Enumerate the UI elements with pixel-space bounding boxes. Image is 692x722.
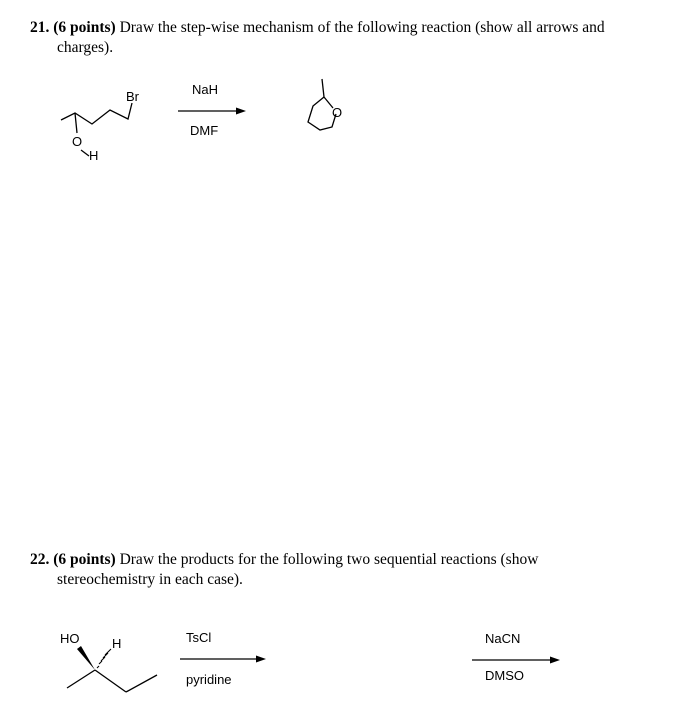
question-21-points: (6 points) <box>53 19 116 36</box>
q22-hash-bond <box>97 649 111 668</box>
q21-reagent-nah: NaH <box>192 82 219 97</box>
q22-hydroxyl-label: HO <box>60 631 80 646</box>
q22-step2-arrow <box>472 657 560 664</box>
q22-hydrogen-label: H <box>112 636 122 651</box>
q21-oxygen-label: O <box>72 134 83 149</box>
question-22-prompt: Draw the products for the following two sequential reactions (show <box>119 551 539 568</box>
q21-hydrogen-label: H <box>89 148 99 163</box>
q21-reaction-arrow <box>178 108 246 115</box>
q22-wedge-bond <box>77 646 95 670</box>
q21-product-oxygen-label: O <box>332 105 343 120</box>
question-21-number: 21. <box>30 19 50 36</box>
q22-reactant-structure <box>67 670 157 692</box>
question-22-prompt-cont: stereochemistry in each case). <box>57 571 243 588</box>
question-22-points: (6 points) <box>53 551 116 568</box>
q21-solvent-dmf: DMF <box>190 123 219 138</box>
q22-solvent-dmso: DMSO <box>485 668 524 683</box>
question-21-prompt: Draw the step-wise mechanism of the following reaction (show all arrows and <box>119 19 605 36</box>
q22-step1-arrow <box>180 656 266 663</box>
q21-bromine-label: Br <box>126 89 139 104</box>
q22-reagent-pyridine: pyridine <box>186 672 232 687</box>
question-21-prompt-cont: charges). <box>57 39 114 56</box>
q22-reagent-nacn: NaCN <box>485 631 521 646</box>
q22-reagent-tscl: TsCl <box>186 630 212 645</box>
question-22-number: 22. <box>30 551 50 568</box>
